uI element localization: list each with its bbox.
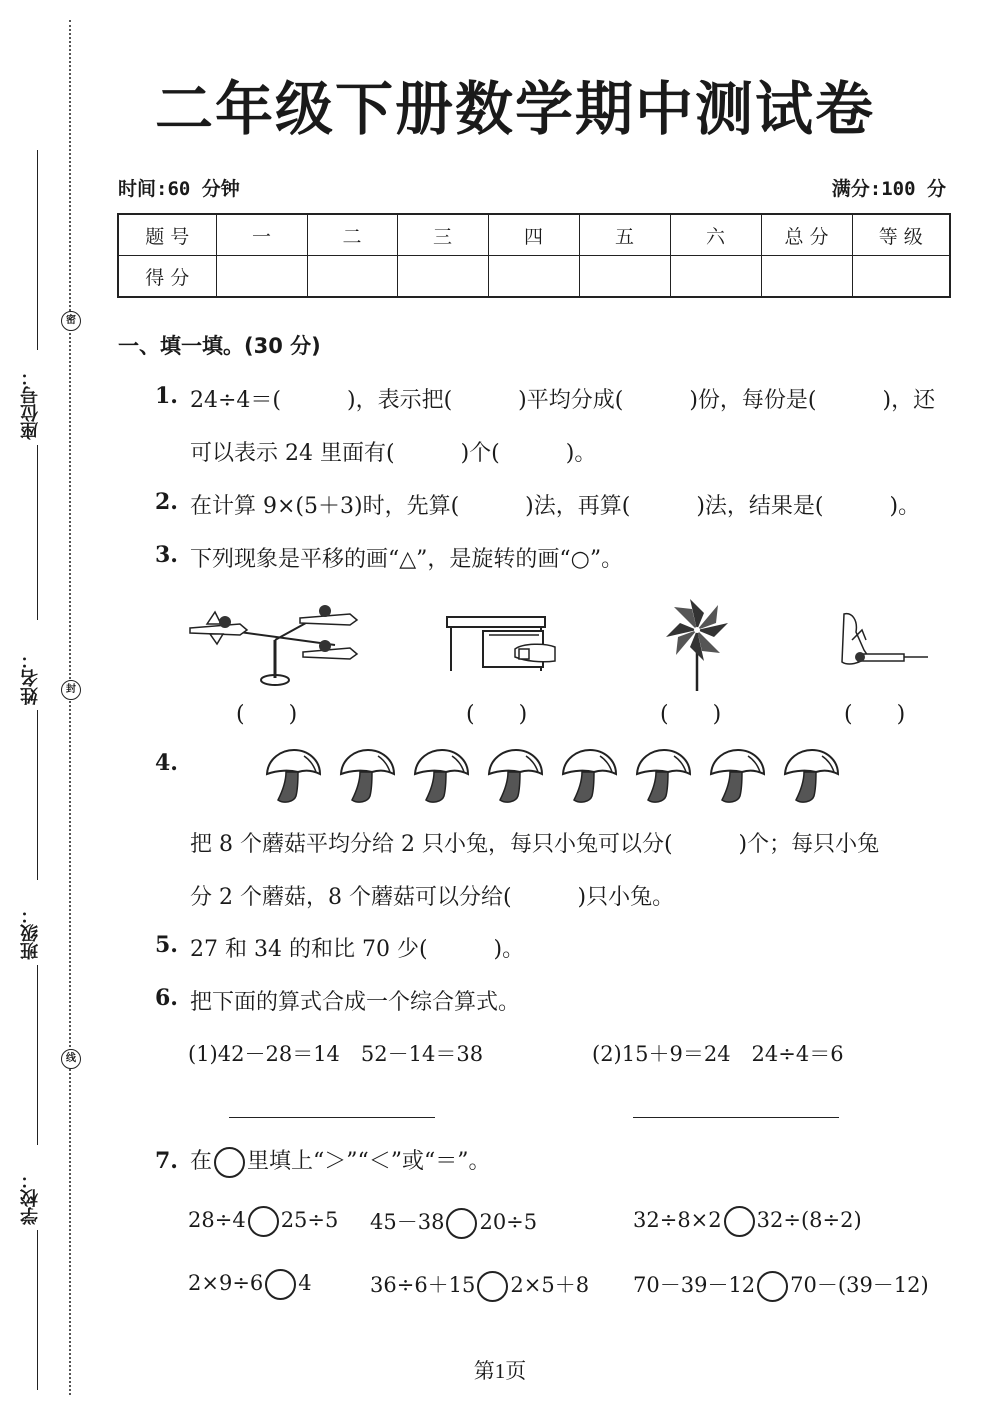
drawer-image: [445, 605, 555, 675]
q6-text: 把下面的算式合成一个综合算式。: [190, 990, 521, 1015]
score-table-score-row: [118, 256, 950, 298]
header-1: 一: [216, 214, 307, 256]
header-grade: 等 级: [852, 214, 950, 256]
mushroom-icon: [264, 748, 322, 804]
mushroom-icon: [782, 748, 840, 804]
q2-text: 在计算 9×(5＋3)时，先算( )法，再算( )法，结果是( )。: [190, 494, 921, 519]
name-line-lower: [37, 710, 38, 880]
q7-item-4-right: 4: [298, 1271, 312, 1295]
q7-item-5-left: 36÷6＋15: [370, 1273, 476, 1297]
header-6: 六: [670, 214, 761, 256]
seat-number-label: 座位号：: [20, 368, 41, 440]
binding-dotted-line: [69, 20, 71, 1395]
mushroom-icon: [338, 748, 396, 804]
mushroom-icon: [412, 748, 470, 804]
header-total: 总 分: [761, 214, 852, 256]
q6-part2: (2)15＋9＝24 24÷4＝6: [592, 1042, 844, 1066]
circle-icon: [214, 1147, 245, 1178]
carousel-airplanes-image: [185, 600, 365, 690]
section-1-heading: 一、填一填。(30 分): [118, 334, 321, 358]
q7-item-4: [188, 1269, 312, 1300]
q6-number: 6.: [155, 985, 178, 1011]
q3-text: 下列现象是平移的画“△”，是旋转的画“○”。: [190, 547, 624, 572]
score-cell-3[interactable]: [397, 256, 488, 298]
q4-number: 4.: [155, 750, 178, 776]
q7-item-4-left: 2×9÷6: [188, 1271, 264, 1295]
mushroom-icon: [486, 748, 544, 804]
q5-number: 5.: [155, 932, 178, 958]
header-2: 二: [307, 214, 397, 256]
q7-answer-circle-6[interactable]: [757, 1271, 788, 1302]
q7-item-6: [633, 1269, 929, 1302]
class-label: 班级：: [20, 906, 41, 960]
name-line[interactable]: [37, 445, 38, 620]
q3-blank-1[interactable]: ( ): [236, 702, 298, 727]
page-title: 二年级下册数学期中测试卷: [154, 75, 875, 143]
q7-item-3-left: 32÷8×2: [633, 1208, 722, 1232]
score-cell-4[interactable]: [488, 256, 579, 298]
score-cell-total[interactable]: [761, 256, 852, 298]
q6-answer-line-1[interactable]: [229, 1117, 435, 1118]
school-label: 学校：: [20, 1171, 41, 1225]
seal-xian: 线: [61, 1049, 81, 1069]
q7-text-b: 里填上“＞”“＜”或“＝”。: [247, 1149, 491, 1174]
q4-line2: 分 2 个蘑菇，8 个蘑菇可以分给( )只小兔。: [190, 885, 675, 910]
q1-line2: 可以表示 24 里面有( )个( )。: [190, 441, 597, 466]
q3-blank-4[interactable]: ( ): [844, 702, 906, 727]
mushroom-icon: [634, 748, 692, 804]
time-limit: 时间:60 分钟: [118, 178, 240, 200]
class-line[interactable]: [37, 965, 38, 1145]
q3-blank-3[interactable]: ( ): [660, 702, 722, 727]
q7-item-6-right: 70－(39－12): [790, 1273, 929, 1297]
score-cell-grade[interactable]: [852, 256, 950, 298]
page-footer: 第1页: [473, 1359, 527, 1383]
mushroom-icon: [708, 748, 766, 804]
mushroom-icon: [560, 748, 618, 804]
q6-part1: (1)42－28＝14 52－14＝38: [188, 1042, 484, 1066]
q6-answer-line-2[interactable]: [633, 1117, 839, 1118]
score-cell-2[interactable]: [307, 256, 397, 298]
header-3: 三: [397, 214, 488, 256]
row-score-label: 得 分: [118, 256, 216, 298]
full-score: 满分:100 分: [831, 178, 946, 200]
q3-blank-2[interactable]: ( ): [466, 702, 528, 727]
q1-line1: 24÷4＝( )，表示把( )平均分成( )份，每份是( )，还: [190, 388, 936, 413]
q7-number: 7.: [155, 1148, 178, 1174]
q7-item-2-right: 20÷5: [479, 1210, 538, 1234]
q7-item-3: [633, 1206, 862, 1237]
q7-item-3-right: 32÷(8÷2): [756, 1208, 862, 1232]
header-4: 四: [488, 214, 579, 256]
q7-answer-circle-1[interactable]: [248, 1206, 279, 1237]
q7-text: [190, 1144, 491, 1178]
q7-item-6-left: 70－39－12: [633, 1273, 756, 1297]
q7-item-2-left: 45－38: [370, 1210, 445, 1234]
score-cell-6[interactable]: [670, 256, 761, 298]
score-table: [117, 213, 951, 298]
q7-answer-circle-4[interactable]: [265, 1269, 296, 1300]
header-question-number: 题 号: [118, 214, 216, 256]
seal-feng: 封: [61, 680, 81, 700]
name-label: 姓名：: [20, 651, 41, 705]
q7-answer-circle-5[interactable]: [477, 1271, 508, 1302]
seal-mi: 密: [61, 311, 81, 331]
q5-text: 27 和 34 的和比 70 少( )。: [190, 937, 525, 962]
seat-number-line[interactable]: [37, 150, 38, 350]
pinwheel-image: [660, 595, 735, 695]
q2-number: 2.: [155, 489, 178, 515]
q1-number: 1.: [155, 383, 178, 409]
score-cell-1[interactable]: [216, 256, 307, 298]
score-table-header-row: [118, 214, 950, 256]
q7-item-2: [370, 1206, 537, 1239]
q7-item-1-right: 25÷5: [280, 1208, 339, 1232]
q3-number: 3.: [155, 542, 178, 568]
q4-line1: 把 8 个蘑菇平均分给 2 只小兔，每只小兔可以分( )个；每只小兔: [190, 832, 880, 857]
syringe-hand-image: [838, 610, 930, 670]
score-cell-5[interactable]: [579, 256, 670, 298]
q7-item-5: [370, 1269, 589, 1302]
q7-answer-circle-3[interactable]: [724, 1206, 755, 1237]
q7-item-1-left: 28÷4: [188, 1208, 246, 1232]
header-5: 五: [579, 214, 670, 256]
q7-item-5-right: 2×5＋8: [510, 1273, 590, 1297]
q7-answer-circle-2[interactable]: [446, 1208, 477, 1239]
q7-item-1: [188, 1206, 338, 1237]
q7-text-a: 在: [190, 1149, 213, 1174]
